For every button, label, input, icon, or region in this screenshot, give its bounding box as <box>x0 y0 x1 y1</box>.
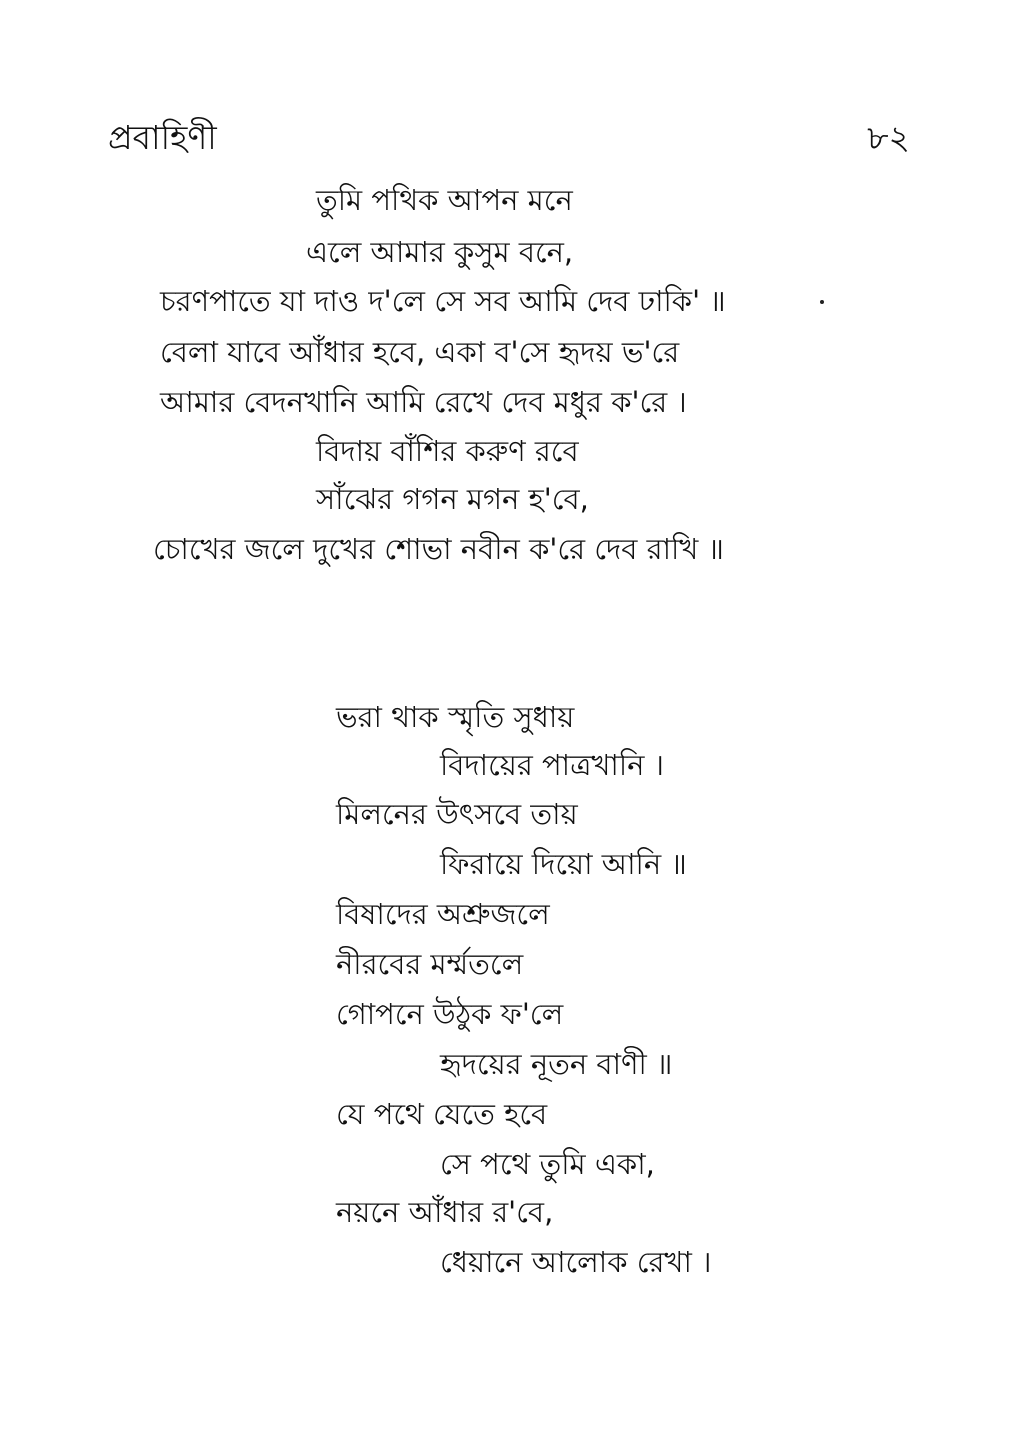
stray-ink-mark <box>820 300 824 304</box>
song-1-line-6: বিদায় বাঁশির করুণ রবে <box>316 434 579 468</box>
song-2-line-7: গোপনে উঠুক ফ'লে <box>336 997 564 1031</box>
song-2-line-9: যে পথে যেতে হবে <box>336 1097 548 1131</box>
song-2-line-8: হৃদয়ের নূতন বাণী ॥ <box>440 1047 673 1081</box>
song-1-line-7: সাঁঝের গগন মগন হ'বে, <box>316 482 589 516</box>
song-2-line-6: নীরবের মর্ম্মতলে <box>336 947 524 981</box>
song-2-line-12: ধেয়ানে আলোক রেখা । <box>440 1245 712 1279</box>
song-1-line-4: বেলা যাবে আঁধার হবে, একা ব'সে হৃদয় ভ'রে <box>160 335 680 369</box>
page-number: ৮২ <box>867 118 910 157</box>
song-2-line-11: নয়নে আঁধার র'বে, <box>336 1195 554 1229</box>
song-2-line-4: ফিরায়ে দিয়ো আনি ॥ <box>440 847 687 881</box>
song-1-line-5: আমার বেদনখানি আমি রেখে দেব মধুর ক'রে । <box>160 385 687 419</box>
song-1-line-3: চরণপাতে যা দাও দ'লে সে সব আমি দেব ঢাকি' ॥ <box>160 284 726 318</box>
song-2-line-10: সে পথে তুমি একা, <box>440 1147 655 1181</box>
song-1-line-2: এলে আমার কুসুম বনে, <box>306 235 574 269</box>
song-2-line-1: ভরা থাক স্মৃতি সুধায় <box>336 700 575 734</box>
running-title: প্রবাহিণী <box>108 118 217 157</box>
song-2-line-5: বিষাদের অশ্রুজলে <box>336 897 550 931</box>
song-1-line-8: চোখের জলে দুখের শোভা নবীন ক'রে দেব রাখি ॥ <box>153 532 724 566</box>
song-1-line-1: তুমি পথিক আপন মনে <box>316 183 573 217</box>
song-2-line-2: বিদায়ের পাত্রখানি । <box>440 748 665 782</box>
song-2-line-3: মিলনের উৎসবে তায় <box>336 797 578 831</box>
